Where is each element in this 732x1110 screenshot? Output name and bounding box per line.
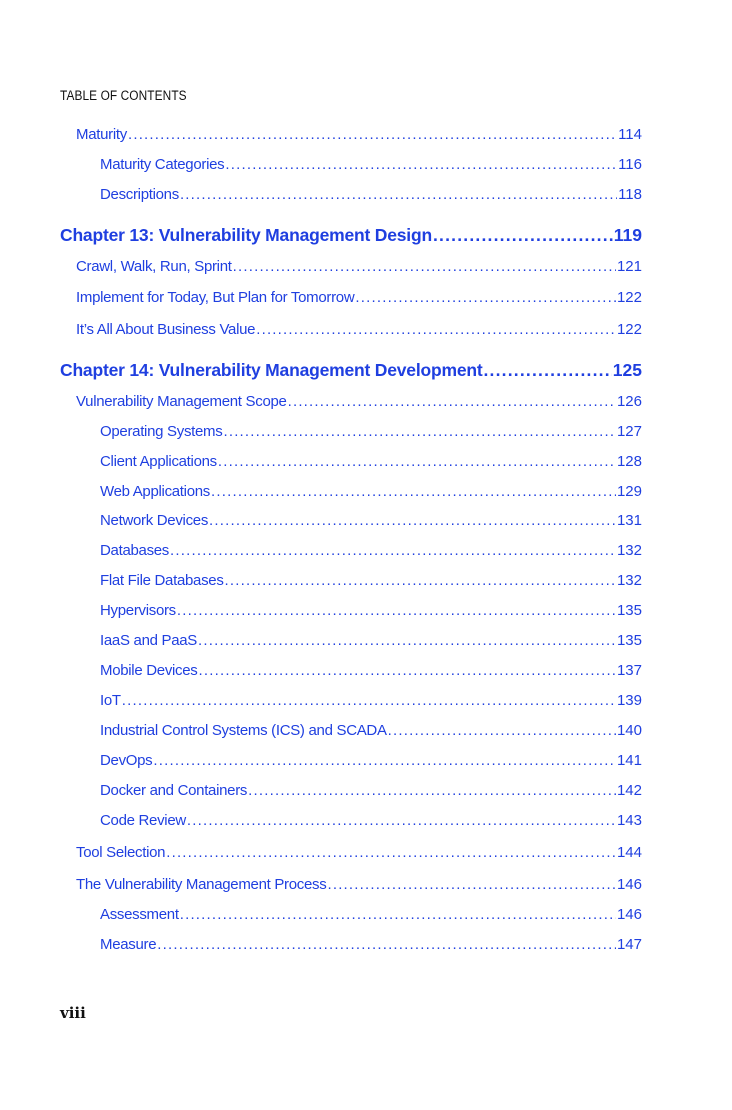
toc-entry-page: 147 xyxy=(616,936,642,953)
page-number: viii xyxy=(60,1004,86,1022)
toc-entry-title: Crawl, Walk, Run, Sprint xyxy=(76,258,232,275)
dot-leader xyxy=(153,752,616,769)
toc-entry-title: Code Review xyxy=(100,812,186,829)
dot-leader xyxy=(198,632,616,649)
dot-leader xyxy=(288,393,616,410)
toc-entry-page: 114 xyxy=(618,126,642,143)
dot-leader xyxy=(128,126,617,143)
toc-entry-page: 126 xyxy=(616,393,642,410)
dot-leader xyxy=(225,572,616,589)
dot-leader xyxy=(327,876,616,893)
dot-leader xyxy=(157,936,616,953)
toc-entry-title: Industrial Control Systems (ICS) and SCADA xyxy=(100,722,387,739)
toc-entry-title: Flat File Databases xyxy=(100,572,224,589)
toc-chapter-page: 125 xyxy=(612,360,642,380)
dot-leader xyxy=(218,453,616,470)
toc-entry-mobile-devices[interactable] xyxy=(100,662,642,679)
toc-entry-title: Maturity Categories xyxy=(100,156,225,173)
toc-entry-maturity-categories[interactable] xyxy=(100,156,642,173)
toc-entry-page: 118 xyxy=(618,186,642,203)
toc-entry-page: 132 xyxy=(616,542,642,559)
toc-entry-docker-containers[interactable] xyxy=(100,782,642,799)
toc-entry-business-value[interactable] xyxy=(76,321,642,338)
dot-leader xyxy=(170,542,616,559)
dot-leader xyxy=(211,483,616,500)
dot-leader xyxy=(209,512,616,529)
toc-entry-title: Operating Systems xyxy=(100,423,223,440)
toc-entry-title: IoT xyxy=(100,692,121,709)
toc-entry-network-devices[interactable] xyxy=(100,512,642,529)
toc-entry-page: 131 xyxy=(616,512,642,529)
toc-entry-page: 142 xyxy=(616,782,642,799)
toc-chapter-title: Chapter 14: Vulnerability Management Development xyxy=(60,360,483,380)
toc-entry-page: 127 xyxy=(616,423,642,440)
dot-leader xyxy=(180,906,616,923)
dot-leader xyxy=(177,602,616,619)
toc-chapter-13[interactable] xyxy=(60,225,642,246)
toc-entry-title: Hypervisors xyxy=(100,602,176,619)
toc-entry-title: It’s All About Business Value xyxy=(76,321,256,338)
dot-leader xyxy=(166,844,616,861)
toc-entry-page: 143 xyxy=(616,812,642,829)
toc-entry-page: 135 xyxy=(616,632,642,649)
toc-entry-page: 135 xyxy=(616,602,642,619)
toc-entry-page: 128 xyxy=(616,453,642,470)
toc-entry-page: 139 xyxy=(616,692,642,709)
toc-entry-client-applications[interactable] xyxy=(100,453,642,470)
toc-entry-page: 129 xyxy=(616,483,642,500)
dot-leader xyxy=(187,812,616,829)
toc-entry-iot[interactable] xyxy=(100,692,642,709)
toc-entry-crawl-walk-run-sprint[interactable] xyxy=(76,258,642,275)
toc-chapter-14[interactable] xyxy=(60,360,642,381)
toc-entry-title: Measure xyxy=(100,936,157,953)
dot-leader xyxy=(248,782,616,799)
toc-entry-title: Implement for Today, But Plan for Tomorrow xyxy=(76,289,355,306)
toc-entry-title: IaaS and PaaS xyxy=(100,632,198,649)
toc-entry-title: Mobile Devices xyxy=(100,662,198,679)
toc-entry-title: Client Applications xyxy=(100,453,217,470)
toc-entry-title: Maturity xyxy=(76,126,127,143)
dot-leader xyxy=(484,360,612,381)
toc-entry-page: 144 xyxy=(616,844,642,861)
toc-entry-page: 141 xyxy=(616,752,642,769)
toc-chapter-page: 119 xyxy=(613,225,642,245)
toc-entry-code-review[interactable] xyxy=(100,812,642,829)
toc-entry-page: 122 xyxy=(616,321,642,338)
dot-leader xyxy=(223,423,616,440)
dot-leader xyxy=(388,722,616,739)
dot-leader xyxy=(225,156,617,173)
running-head: TABLE OF CONTENTS xyxy=(60,88,187,103)
toc-entry-page: 132 xyxy=(616,572,642,589)
toc-entry-page: 121 xyxy=(616,258,642,275)
toc-entry-descriptions[interactable] xyxy=(100,186,642,203)
toc-entry-page: 140 xyxy=(616,722,642,739)
toc-entry-iaas-paas[interactable] xyxy=(100,632,642,649)
toc-entry-ics-scada[interactable] xyxy=(100,722,642,739)
toc-entry-web-applications[interactable] xyxy=(100,483,642,500)
toc-entry-hypervisors[interactable] xyxy=(100,602,642,619)
dot-leader xyxy=(233,258,616,275)
toc-entry-title: Assessment xyxy=(100,906,179,923)
toc-entry-implement-for-today[interactable] xyxy=(76,289,642,306)
dot-leader xyxy=(256,321,616,338)
toc-entry-title: Docker and Containers xyxy=(100,782,248,799)
toc-entry-tool-selection[interactable] xyxy=(76,844,642,861)
toc-entry-title: Tool Selection xyxy=(76,844,166,861)
toc-entry-title: Network Devices xyxy=(100,512,209,529)
toc-entry-page: 146 xyxy=(616,906,642,923)
toc-entry-assessment[interactable] xyxy=(100,906,642,923)
toc-entry-page: 137 xyxy=(616,662,642,679)
toc-entry-flat-file-databases[interactable] xyxy=(100,572,642,589)
toc-entry-page: 116 xyxy=(618,156,642,173)
toc-entry-operating-systems[interactable] xyxy=(100,423,642,440)
toc-entry-vm-scope[interactable] xyxy=(76,393,642,410)
dot-leader xyxy=(355,289,616,306)
toc-entry-page: 122 xyxy=(616,289,642,306)
toc-entry-page: 146 xyxy=(616,876,642,893)
toc-entry-maturity[interactable] xyxy=(76,126,642,143)
dot-leader xyxy=(122,692,616,709)
toc-chapter-title: Chapter 13: Vulnerability Management Design xyxy=(60,225,432,245)
toc-entry-title: Web Applications xyxy=(100,483,210,500)
toc-entry-databases[interactable] xyxy=(100,542,642,559)
toc-entry-devops[interactable] xyxy=(100,752,642,769)
toc-entry-vm-process[interactable] xyxy=(76,876,642,893)
toc-entry-title: Databases xyxy=(100,542,170,559)
dot-leader xyxy=(433,225,613,246)
toc-entry-title: Descriptions xyxy=(100,186,179,203)
toc-entry-title: The Vulnerability Management Process xyxy=(76,876,327,893)
toc-entry-title: Vulnerability Management Scope xyxy=(76,393,287,410)
dot-leader xyxy=(199,662,616,679)
dot-leader xyxy=(180,186,617,203)
toc-entry-measure[interactable] xyxy=(100,936,642,953)
toc-entry-title: DevOps xyxy=(100,752,153,769)
